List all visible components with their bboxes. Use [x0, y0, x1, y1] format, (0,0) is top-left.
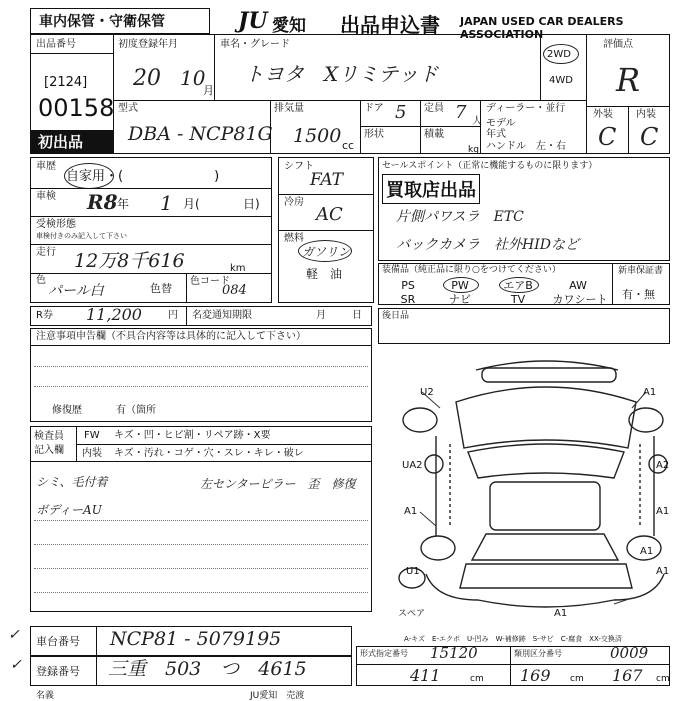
equipment-navi: ナビ [449, 293, 471, 306]
inspection-day-unit: 日) [243, 197, 260, 211]
first-listing-text: 初出品 [38, 133, 84, 151]
fuel-circle [298, 240, 352, 262]
color-label: 色 [36, 275, 46, 286]
recycle-label: R券 [36, 310, 53, 321]
chassis-value: NCP81 - 5079195 [110, 628, 282, 650]
inspector-label: 検査員 記入欄 [34, 431, 64, 456]
length-unit: cm [470, 674, 484, 684]
later-items-label: 後日品 [382, 311, 410, 321]
shift-value: FAT [310, 170, 344, 190]
recycle-unit: 円 [168, 310, 178, 321]
color-code-label: 色コード [190, 276, 230, 287]
grade-exterior-value: C [598, 123, 617, 151]
first-listing-badge [30, 130, 113, 154]
name-change-label: 名変通知期限 [192, 310, 252, 321]
lot-code: [2124] [44, 75, 88, 90]
width-value: 169 [520, 666, 551, 685]
shape-label: 形状 [364, 129, 384, 140]
footer-left: 名義 [36, 691, 55, 701]
damage-mark-a1-right: A1 [656, 506, 670, 517]
type-designation-label: 形式指定番号 [360, 649, 408, 658]
model-label: 型式 [118, 103, 138, 114]
vehicle-type-label: 車歴 [36, 161, 56, 172]
accept-label: 受検形態 [36, 219, 76, 230]
wheel-rear-left [421, 536, 455, 560]
grade-label: 評価点 [603, 39, 633, 50]
grade-interior-value: C [640, 123, 659, 151]
chassis-label: 車台番号 [36, 635, 80, 648]
color-code-value: 084 [222, 283, 247, 298]
plate-value: 三重 503 つ 4615 [108, 658, 307, 680]
mileage-label: 走行 [36, 247, 56, 258]
damage-mark-a1-rear-right: A1 [656, 566, 670, 577]
length-value: 411 [410, 666, 441, 685]
sales-headline: 買取店出品 [382, 174, 480, 204]
sales-point-line1: 片側パワスラ ETC [396, 209, 524, 225]
accept-note: 車検付きのみ記入して下さい [36, 232, 127, 240]
private-use-circle [64, 163, 114, 189]
grade-exterior-label: 外装 [593, 109, 613, 120]
class-label: 類別区分番号 [514, 649, 562, 658]
inspector-row1-head: FW [84, 430, 100, 441]
equipment-aw: AW [569, 279, 587, 292]
drive-2wd-circle [543, 44, 579, 64]
recycle-value: 11,200 [86, 305, 142, 324]
ju-logo: JU [238, 8, 268, 34]
roof [490, 482, 600, 530]
drive-4wd: 4WD [549, 75, 573, 86]
registration-year: 20 [133, 66, 161, 91]
sheet-title: 出品申込書 [340, 13, 440, 37]
registration-label: 初度登録年月 [118, 39, 178, 50]
grade-value: R [616, 61, 641, 99]
wheel-front-right [629, 408, 663, 432]
rear-window [472, 534, 618, 560]
region-name: 愛知 [272, 16, 306, 36]
damage-mark-a2: A2 [656, 460, 670, 471]
fuel-option: 軽 油 [306, 267, 343, 281]
registration-month-unit: 月 [203, 84, 214, 97]
warranty-label: 新車保証書 [618, 266, 664, 276]
capacity-unit: 人 [472, 116, 482, 127]
fuel-label: 燃料 [284, 233, 304, 244]
lot-number: 00158 [38, 94, 115, 122]
repair-history-value: 有（箇所 [116, 405, 156, 416]
association-name: JAPAN USED CAR DEALERS ASSOCIATION [460, 15, 624, 41]
damage-mark-a1-front-right: A1 [643, 387, 657, 398]
remarks-line2: ボディーAU [36, 503, 102, 517]
equipment-tv: TV [510, 293, 526, 306]
spare-label: スペア [398, 609, 426, 619]
inspector-row2: キズ・汚れ・コゲ・穴・スレ・キレ・破レ [114, 448, 304, 459]
load-unit: kg [468, 145, 479, 155]
back-door [460, 564, 632, 588]
sales-point-line2: バックカメラ 社外HIDなど [396, 237, 579, 253]
check-mark-1: ✓ [8, 627, 20, 643]
inspection-label: 車検 [36, 191, 56, 202]
displacement-unit: cc [342, 139, 355, 152]
equipment-ps: PS [401, 279, 415, 292]
equipment-circle-airbag [499, 277, 539, 293]
fuel-value: ガソリン [302, 245, 351, 259]
car-name-label: 車名・グレード [220, 39, 290, 50]
mileage-value: 12万8千616 [74, 250, 185, 272]
shift-label: シフト [284, 161, 314, 172]
inspection-month: 1 [160, 191, 173, 215]
remarks-line1-right: 左センターピラー 歪 修復 [200, 477, 356, 491]
dealer-model-year-label: モデル 年式 [486, 118, 516, 140]
check-mark-2: ✓ [10, 657, 22, 673]
equipment-sr: SR [400, 293, 416, 306]
dealer-label: ディーラー・並行 [486, 103, 566, 114]
doors-label: ドア [364, 103, 384, 114]
inspection-month-unit: 月( [183, 197, 200, 211]
registration-month: 10 [180, 66, 206, 90]
capacity-label: 定員 [424, 103, 444, 114]
displacement-label: 排気量 [274, 103, 304, 114]
color-value: パール白 [48, 283, 104, 299]
grade-interior-label: 内装 [636, 109, 656, 120]
drive-2wd: 2WD [547, 49, 571, 60]
damage-legend: A-キズ E-エクボ U-凹み W-補修跡 S-サビ C-腐食 XX-交換済 [404, 635, 622, 643]
equipment-label: 装備品（純正品に限り○をつけてください） [382, 265, 561, 275]
equipment-circle-pw [443, 277, 479, 293]
remarks-line1: シミ、毛付着 [36, 475, 108, 489]
mileage-unit: km [230, 263, 246, 274]
damage-mark-a1-rear: A1 [554, 608, 568, 619]
mirror-left [425, 455, 443, 473]
sales-point-label: セールスポイント（正常に機能するものに限ります） [382, 161, 598, 171]
lot-label: 出品番号 [36, 39, 76, 50]
wheel-front-left [403, 408, 437, 432]
windshield [468, 444, 624, 478]
damage-mark-u1: U1 [406, 566, 420, 577]
storage-label-box [30, 8, 210, 34]
inspector-row2-head: 内装 [82, 448, 102, 459]
cooling-value: AC [316, 204, 343, 225]
damage-mark-ua2: UA2 [402, 460, 423, 471]
equipment-airbag: エアB [503, 279, 533, 292]
car-name-value: トヨタ Xリミテッド [244, 62, 439, 86]
plate-label: 登録番号 [36, 665, 80, 678]
later-items-block [378, 308, 670, 344]
repair-history-label: 修復歴 [52, 405, 82, 416]
name-change-month: 月 [316, 310, 326, 321]
class-value: 0009 [610, 644, 649, 662]
name-change-day: 日 [352, 310, 362, 321]
storage-label: 車内保管・守衛保管 [39, 14, 165, 30]
vehicle-damage-diagram [396, 352, 680, 622]
inspection-value: R8 [87, 190, 118, 214]
equipment-pw: PW [451, 279, 469, 292]
type-designation-value: 15120 [430, 644, 478, 662]
footer-right: JU愛知 売渡 [250, 691, 305, 701]
warranty-value: 有・無 [622, 288, 655, 301]
capacity-value: 7 [455, 102, 467, 123]
hood [456, 387, 636, 448]
doors-value: 5 [395, 102, 407, 123]
cooling-label: 冷房 [284, 197, 304, 208]
model-value: DBA - NCP81G [128, 123, 273, 145]
displacement-value: 1500 [293, 125, 342, 147]
damage-mark-u2: U2 [420, 387, 434, 398]
rear-bumper [478, 600, 614, 607]
load-label: 積載 [424, 129, 444, 140]
notes-label: 注意事項申告欄（不具合内容等は具体的に記入して下さい） [36, 331, 306, 342]
height-value: 167 [612, 666, 643, 685]
color-change-label: 色替 [150, 282, 172, 295]
inspection-year-unit: 年 [117, 197, 130, 211]
damage-mark-a1-right-back: A1 [640, 546, 654, 557]
dealer-handle-label: ハンドル 左・右 [486, 141, 566, 152]
front-bumper-box [482, 368, 616, 382]
inspector-row1: キズ・凹・ヒビ割・リペア跡・X要 [114, 430, 271, 441]
width-unit: cm [570, 674, 584, 684]
equipment-power-seat: カワシート [552, 293, 608, 306]
vehicle-type-value: 自家用・( ) [66, 169, 220, 184]
height-unit: cm [656, 674, 670, 684]
damage-mark-a1-left: A1 [404, 506, 418, 517]
